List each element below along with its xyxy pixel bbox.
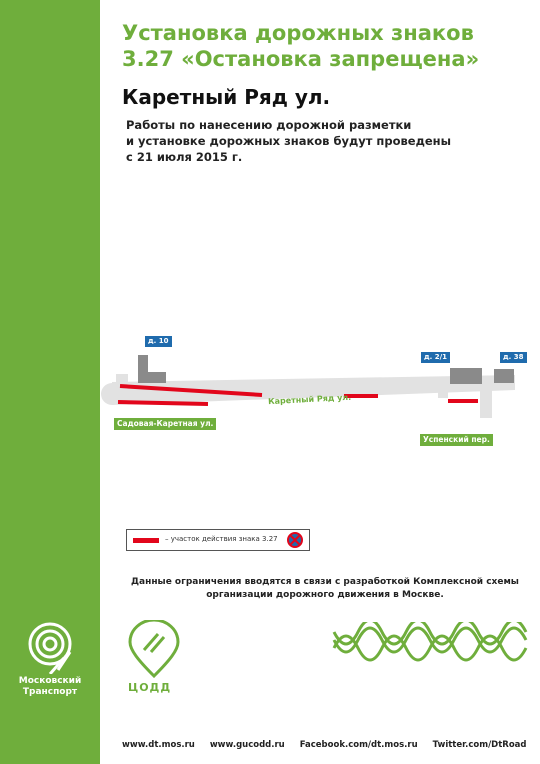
codd-label: ЦОДД [128,681,172,694]
works-line2: и установке дорожных знаков будут проведены [126,134,452,148]
street-label-sadovaya: Садовая-Каретная ул. [114,418,216,430]
works-line3: с 21 июля 2015 г. [126,150,243,164]
moscow-transport-logo [14,622,86,674]
road-side-east [438,382,448,398]
restriction-segment [118,402,208,404]
house-tag-2-1: д. 2/1 [421,352,450,363]
house-tag-10: д. 10 [145,336,172,347]
note-line2: организации дорожного движения в Москве. [206,590,444,600]
road-uspensky [480,382,492,418]
note-line1: Данные ограничения вводятся в связи с разработкой Комплексной схемы [131,577,519,587]
link-dt[interactable]: www.dt.mos.ru [122,740,195,750]
link-facebook[interactable]: Facebook.com/dt.mos.ru [299,740,418,750]
restriction-note [130,576,520,602]
title-line2: 3.27 «Остановка запрещена» [122,47,480,71]
works-line1: Работы по нанесению дорожной разметки [126,118,412,132]
footer-links [122,740,539,750]
building-house-2-1 [450,368,482,384]
codd-logo [124,620,184,678]
street-name: Каретный Ряд ул. [122,85,331,109]
mt-label-line2: Транспорт [22,687,78,697]
road-name-label: Каретный Ряд ул. [267,392,352,407]
legend-text: – участок действия знака 3.27 [165,535,278,543]
wave-pattern-logo [332,622,532,664]
building-house-38 [494,369,514,383]
link-gucodd[interactable]: www.gucodd.ru [209,740,285,750]
link-twitter[interactable]: Twitter.com/DtRoad [432,740,527,750]
house-tag-38: д. 38 [500,352,527,363]
no-stopping-sign-icon [287,532,303,548]
mt-label-line1: Московский [18,676,82,686]
title-line1: Установка дорожных знаков [122,21,474,45]
moscow-transport-label [6,676,94,698]
legend-swatch [133,538,159,543]
legend [126,529,310,551]
street-label-uspensky: Успенский пер. [420,434,493,446]
building-house-10 [138,355,166,383]
